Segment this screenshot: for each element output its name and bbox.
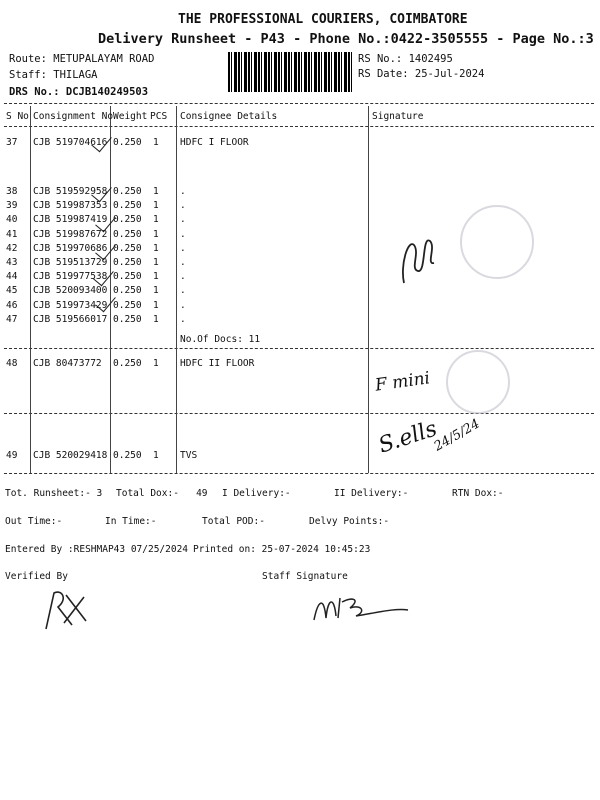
row-weight: 0.250 — [113, 137, 142, 148]
row-pcs: 1 — [153, 271, 159, 283]
row-sno: 41 — [6, 228, 18, 240]
row-consignment: CJB 80473772 — [33, 358, 102, 369]
row-details: . — [180, 299, 186, 311]
staff-label: Staff: THILAGA — [9, 69, 98, 81]
delvy-points: Delvy Points:- — [309, 516, 390, 527]
row-consignment: CJB 519973429 — [33, 299, 108, 311]
row-consignment: CJB 519513729 — [33, 257, 108, 268]
drs-label: DRS No.: DCJB140249503 — [9, 86, 149, 98]
col-divider — [368, 106, 369, 473]
handwritten-name: F mini — [373, 368, 432, 396]
row-pcs: 1 — [153, 299, 159, 311]
row-sno: 45 — [6, 285, 18, 297]
row-sno: 39 — [6, 200, 18, 212]
row-consignment: CJB 519977538 — [33, 271, 108, 283]
row-details: . — [180, 285, 186, 297]
col-header-sno: S No — [6, 111, 29, 122]
row-weight: 0.250 — [113, 358, 142, 369]
row-weight: 0.250 — [113, 214, 142, 226]
handwritten-signature: S.ells — [375, 416, 441, 459]
sheet-title: Delivery Runsheet - P43 - Phone No.:0422-3505555 - Page No.:3 — [98, 31, 594, 47]
check-mark — [91, 181, 112, 203]
signature-scribble — [396, 225, 440, 287]
row-weight: 0.250 — [113, 186, 142, 197]
row-details: . — [180, 257, 186, 268]
row-pcs: 1 — [153, 200, 159, 212]
col-header-signature: Signature — [372, 111, 424, 122]
barcode — [228, 52, 352, 92]
row-details: HDFC I FLOOR — [180, 137, 249, 148]
row-divider — [4, 348, 594, 349]
row-consignment: CJB 519566017 — [33, 313, 108, 325]
row-details: . — [180, 313, 186, 325]
row-details: . — [180, 200, 186, 212]
tot-runsheet: Tot. Runsheet:- 3 — [5, 488, 103, 499]
row-sno: 49 — [6, 450, 18, 461]
out-time: Out Time:- — [5, 516, 63, 527]
row-sno: 38 — [6, 186, 18, 197]
row-pcs: 1 — [153, 228, 159, 240]
col-divider — [176, 106, 177, 473]
stamp-seal — [460, 205, 534, 279]
row-details: TVS — [180, 450, 198, 461]
table-top-rule — [4, 103, 594, 104]
stamp-seal — [446, 350, 510, 414]
verified-by-label: Verified By — [5, 571, 68, 582]
row-pcs: 1 — [153, 214, 159, 226]
table-header-rule — [4, 126, 594, 127]
row-weight: 0.250 — [113, 450, 142, 461]
row-consignment: CJB 519987353 — [33, 200, 108, 212]
col-divider — [30, 106, 31, 473]
col-header-consignee: Consignee Details — [180, 111, 278, 122]
row-details: . — [180, 214, 186, 226]
rtn-dox: RTN Dox:- — [452, 488, 504, 499]
ii-delivery: II Delivery:- — [334, 488, 409, 499]
staff-signature-label: Staff Signature — [262, 571, 348, 582]
row-sno: 48 — [6, 358, 18, 369]
row-sno: 43 — [6, 257, 18, 268]
row-consignment: CJB 520093400 — [33, 285, 108, 297]
in-time: In Time:- — [105, 516, 157, 527]
verifier-signature — [36, 585, 92, 633]
row-consignment: CJB 519592958 — [33, 186, 108, 197]
table-bottom-rule — [4, 473, 594, 474]
staff-signature-scribble — [310, 590, 410, 626]
row-pcs: 1 — [153, 285, 159, 297]
route-label: Route: METUPALAYAM ROAD — [9, 53, 155, 65]
row-consignment: CJB 519987672 — [33, 228, 108, 240]
row-sno: 37 — [6, 137, 18, 148]
row-pcs: 1 — [153, 242, 159, 254]
row-consignment: CJB 519704616 — [33, 137, 108, 148]
row-weight: 0.250 — [113, 313, 142, 325]
row-weight: 0.250 — [113, 242, 142, 254]
check-mark — [91, 131, 112, 153]
entered-by: Entered By :RESHMAP43 07/25/2024 — [5, 544, 189, 555]
row-consignment: CJB 520029418 — [33, 450, 108, 461]
col-header-pcs: PCS — [150, 111, 168, 122]
row-pcs: 1 — [153, 313, 159, 325]
total-dox: Total Dox:- 49 — [116, 488, 208, 499]
row-pcs: 1 — [153, 358, 159, 369]
row-pcs: 1 — [153, 186, 159, 197]
row-consignment: CJB 519987419 — [33, 214, 108, 226]
i-delivery: I Delivery:- — [222, 488, 291, 499]
row-weight: 0.250 — [113, 257, 142, 268]
row-details: . — [180, 242, 186, 254]
col-divider — [110, 106, 111, 473]
row-consignment: CJB 519970686 — [33, 242, 108, 254]
row-pcs: 1 — [153, 137, 159, 148]
row-details: HDFC II FLOOR — [180, 358, 255, 369]
total-pod: Total POD:- — [202, 516, 265, 527]
handwritten-date: 24/5/24 — [431, 416, 483, 455]
row-sno: 42 — [6, 242, 18, 254]
company-name: THE PROFESSIONAL COURIERS, COIMBATORE — [178, 12, 468, 27]
row-details: . — [180, 271, 186, 283]
docs-count: No.Of Docs: 11 — [180, 334, 261, 345]
row-sno: 44 — [6, 271, 18, 283]
rs-no: RS No.: 1402495 — [358, 53, 453, 65]
row-details: . — [180, 186, 186, 197]
row-weight: 0.250 — [113, 228, 142, 240]
row-pcs: 1 — [153, 450, 159, 461]
col-header-weight: Weight — [113, 111, 148, 122]
row-weight: 0.250 — [113, 271, 142, 283]
rs-date: RS Date: 25-Jul-2024 — [358, 68, 485, 80]
col-header-consignment: Consignment No — [33, 111, 114, 122]
row-divider — [4, 413, 594, 414]
row-sno: 47 — [6, 313, 18, 325]
row-weight: 0.250 — [113, 285, 142, 297]
printed-on: Printed on: 25-07-2024 10:45:23 — [193, 544, 371, 555]
row-sno: 46 — [6, 299, 18, 311]
row-details: . — [180, 228, 186, 240]
row-sno: 40 — [6, 214, 18, 226]
row-weight: 0.250 — [113, 200, 142, 212]
row-weight: 0.250 — [113, 299, 142, 311]
row-pcs: 1 — [153, 257, 159, 268]
